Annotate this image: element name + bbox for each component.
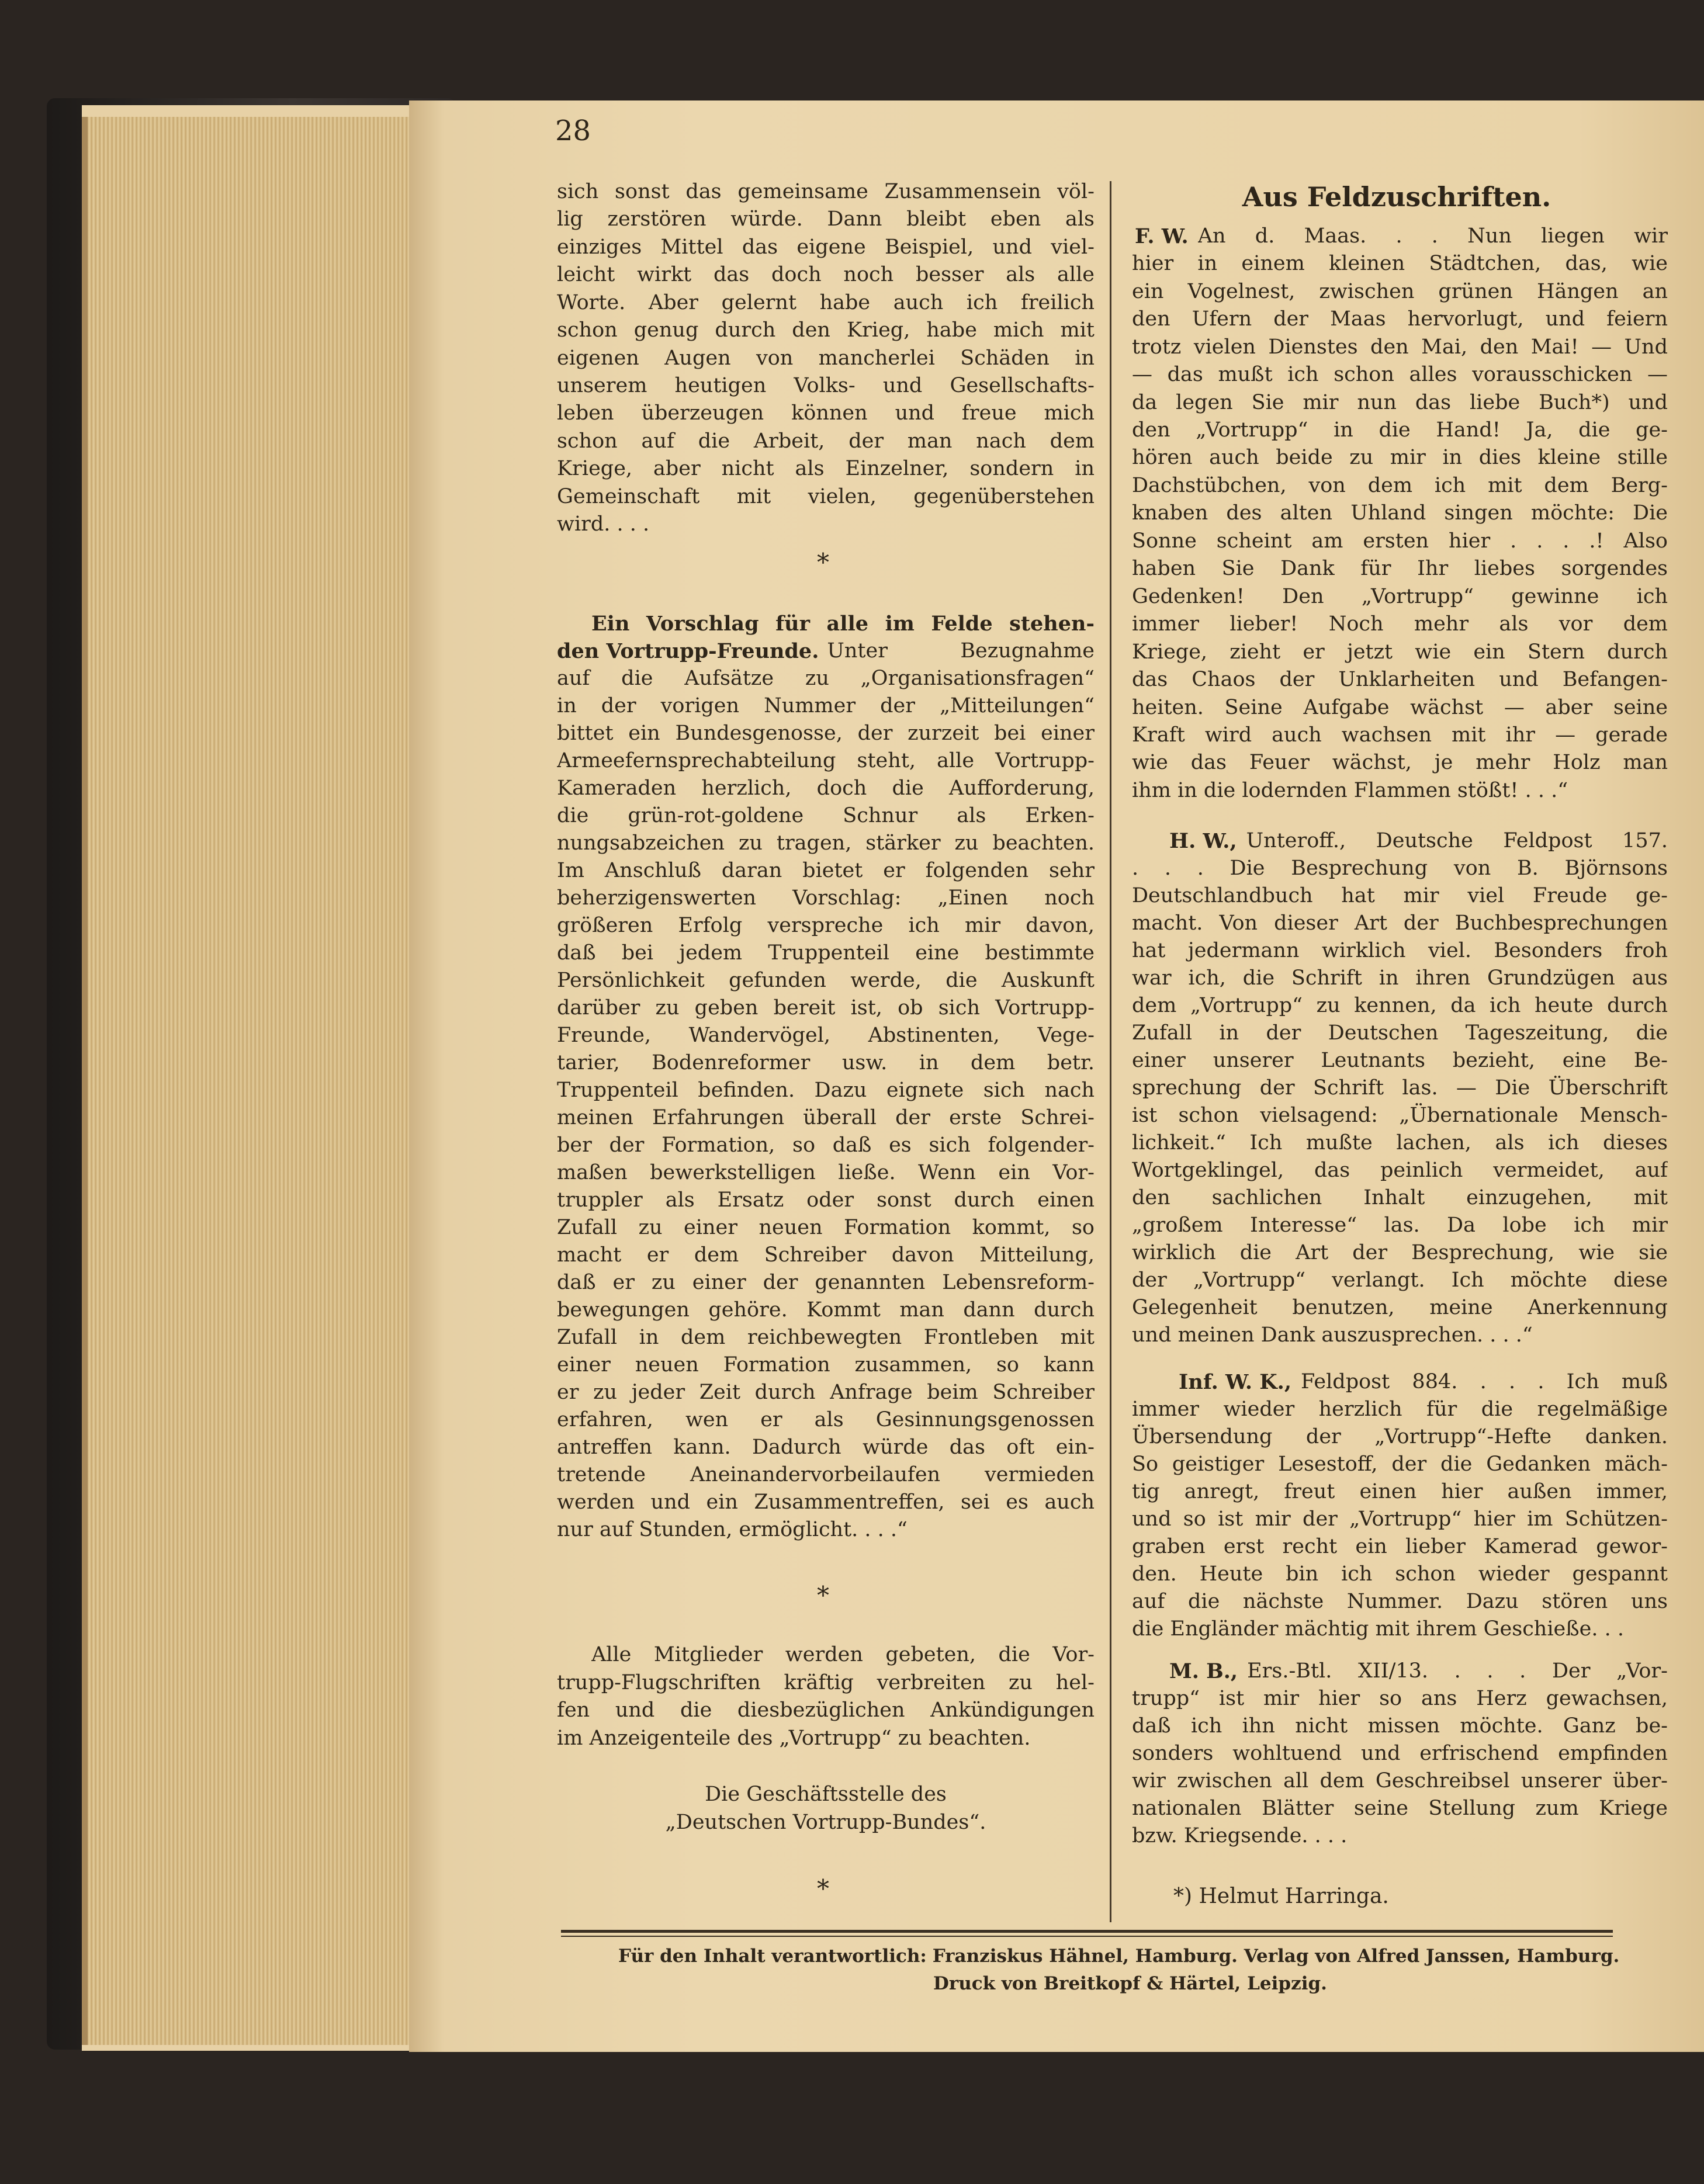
text-line: leben überzeugen können und freue mich — [557, 401, 1095, 425]
text-line: immer wieder herzlich für die regelmäßige — [1132, 1398, 1668, 1421]
page-number: 28 — [555, 115, 591, 147]
text-line: meinen Erfahrungen überall der erste Schrei- — [557, 1106, 1095, 1129]
text-line: nungsabzeichen zu tragen, stärker zu beachten. — [557, 831, 1095, 855]
text-line: leicht wirkt das doch noch besser als alle — [557, 263, 1095, 286]
text-line: trupp“ ist mir hier so ans Herz gewachsen, — [1132, 1687, 1668, 1710]
text-line: — das mußt ich schon alles vorausschicken — — [1132, 363, 1668, 386]
text-line: den Ufern der Maas hervorlugt, und feiern — [1132, 307, 1668, 331]
text-line: Deutschlandbuch hat mir viel Freude ge- — [1132, 884, 1668, 907]
text-line: werden und ein Zusammentreffen, sei es auch — [557, 1490, 1095, 1514]
text-line: So geistiger Lesestoff, der die Gedanken mäch- — [1132, 1452, 1668, 1476]
text-line: den. Heute bin ich schon wieder gespannt — [1132, 1562, 1668, 1586]
text-line: dem „Vortrupp“ zu kennen, da ich heute durch — [1132, 994, 1668, 1017]
text-line: haben Sie Dank für Ihr liebes sorgendes — [1132, 557, 1668, 580]
text-line: maßen bewerkstelligen ließe. Wenn ein Vor- — [557, 1161, 1095, 1184]
text-line: Truppenteil befinden. Dazu eignete sich nach — [557, 1079, 1095, 1102]
text-line: hören auch beide zu mir in dies kleine stille — [1132, 446, 1668, 469]
text-line: bittet ein Bundesgenosse, der zurzeit bei einer — [557, 722, 1095, 745]
text-line: immer lieber! Noch mehr als vor dem — [1132, 612, 1668, 636]
text-line: wie das Feuer wächst, je mehr Holz man — [1132, 751, 1668, 774]
page-edges — [82, 117, 415, 2045]
signature-line: Die Geschäftsstelle des — [705, 1783, 947, 1806]
letter-sender: M. B., — [1169, 1659, 1238, 1683]
text-line: macht er dem Schreiber davon Mitteilung, — [557, 1243, 1095, 1267]
section-separator: * — [817, 1874, 829, 1903]
text-line: wir zwischen all dem Geschreibsel unserer über- — [1132, 1769, 1668, 1793]
text-line: trotz vielen Dienstes den Mai, den Mai! — Und — [1132, 335, 1668, 359]
text-line: Kraft wird auch wachsen mit ihr — gerade — [1132, 723, 1668, 747]
text-line: . . . Die Besprechung von B. Björnsons — [1132, 857, 1668, 880]
text-line: größeren Erfolg verspreche ich mir davon, — [557, 914, 1095, 937]
text-line: sonders wohltuend und erfrischend empfinden — [1132, 1742, 1668, 1765]
text-line: sprechung der Schrift las. — Die Überschrift — [1132, 1076, 1668, 1100]
text-fragment: Ers.-Btl. XII/13. . . . Der „Vor- — [1247, 1659, 1668, 1683]
text-line: antreffen kann. Dadurch würde das oft ein- — [557, 1436, 1095, 1459]
text-fragment: An d. Maas. . . Nun liegen wir — [1197, 224, 1668, 248]
text-line: die grün-rot-goldene Schnur als Erken- — [557, 804, 1095, 827]
text-line: daß ich ihn nicht missen möchte. Ganz be- — [1132, 1714, 1668, 1738]
text-line: tig anregt, freut einen hier außen immer, — [1132, 1480, 1668, 1503]
text-line: auf die Aufsätze zu „Organisationsfragen“ — [557, 667, 1095, 690]
imprint-printer: Druck von Breitkopf & Härtel, Leipzig. — [933, 1973, 1327, 1994]
letter-sender: F. W. — [1135, 224, 1189, 248]
text-line: erfahren, wen er als Gesinnungsgenossen — [557, 1408, 1095, 1431]
text-line: Gedenken! Den „Vortrupp“ gewinne ich — [1132, 585, 1668, 608]
text-line — [557, 637, 1095, 665]
imprint-line — [618, 1946, 1619, 1967]
text-line: er zu jeder Zeit durch Anfrage beim Schreiber — [557, 1381, 1095, 1404]
text-line — [1169, 827, 1668, 855]
text-line: einer neuen Formation zusammen, so kann — [557, 1353, 1095, 1377]
footer-rule — [561, 1930, 1613, 1933]
text-line: lig zerstören würde. Dann bleibt eben als — [557, 207, 1095, 231]
text-line: nationalen Blätter seine Stellung zum Kriege — [1132, 1797, 1668, 1820]
text-fragment: Unteroff., Deutsche Feldpost 157. — [1246, 829, 1668, 852]
text-line: daß er zu einer der genannten Lebensreform- — [557, 1271, 1095, 1294]
text-line: tretende Aneinandervorbeilaufen vermieden — [557, 1463, 1095, 1486]
text-line: macht. Von dieser Art der Buchbesprechungen — [1132, 911, 1668, 935]
text-line: graben erst recht ein lieber Kamerad gewor- — [1132, 1535, 1668, 1558]
text-line: Worte. Aber gelernt habe auch ich freilich — [557, 291, 1095, 314]
text-line: die Engländer mächtig mit ihrem Geschieße. . . — [1132, 1617, 1624, 1641]
text-line: bewegungen gehöre. Kommt man dann durch — [557, 1298, 1095, 1322]
text-line: nur auf Stunden, ermöglicht. . . .“ — [557, 1518, 908, 1541]
text-line: Zufall in dem reichbewegten Frontleben mit — [557, 1326, 1095, 1349]
text-line: und meinen Dank auszusprechen. . . .“ — [1132, 1323, 1533, 1347]
text-line: „großem Interesse“ las. Da lobe ich mir — [1132, 1214, 1668, 1237]
text-line: hat jedermann wirklich viel. Besonders froh — [1132, 939, 1668, 962]
text-line: Im Anschluß daran bietet er folgenden sehr — [557, 859, 1095, 882]
text-line: Sonne scheint am ersten hier . . . .! Also — [1132, 529, 1668, 553]
text-line: das Chaos der Unklarheiten und Befangen- — [1132, 668, 1668, 691]
text-line: Gemeinschaft mit vielen, gegenüberstehen — [557, 485, 1095, 508]
text-line: einer unserer Leutnants bezieht, eine Be- — [1132, 1049, 1668, 1072]
text-line: Wortgeklingel, das peinlich vermeidet, auf — [1132, 1159, 1668, 1182]
text-line: trupp-Flugschriften kräftig verbreiten zu hel- — [557, 1671, 1095, 1694]
text-line: den sachlichen Inhalt einzugehen, mit — [1132, 1186, 1668, 1209]
text-line: schon auf die Arbeit, der man nach dem — [557, 429, 1095, 453]
text-line: in der vorigen Nummer der „Mitteilungen“ — [557, 694, 1095, 717]
text-line: war ich, die Schrift in ihren Grundzügen aus — [1132, 966, 1668, 990]
text-line: und so ist mir der „Vortrupp“ hier im Schützen- — [1132, 1507, 1668, 1531]
text-line: im Anzeigenteile des „Vortrupp“ zu beachten. — [557, 1727, 1031, 1750]
section-separator: * — [817, 548, 829, 577]
text-line: schon genug durch den Krieg, habe mich mit — [557, 318, 1095, 342]
text-line: daß bei jedem Truppenteil eine bestimmte — [557, 941, 1095, 965]
text-line: knaben des alten Uhland singen möchte: Die — [1132, 501, 1668, 525]
footnote: *) Helmut Harringa. — [1173, 1884, 1389, 1908]
text-line: auf die nächste Nummer. Dazu stören uns — [1132, 1590, 1668, 1613]
text-line: Freunde, Wandervögel, Abstinenten, Vege- — [557, 1024, 1095, 1047]
text-line: Persönlichkeit gefunden werde, die Auskunft — [557, 969, 1095, 992]
text-line: bzw. Kriegsende. . . . — [1132, 1824, 1348, 1847]
text-line: Armeefernsprechabteilung steht, alle Vortrupp- — [557, 749, 1095, 772]
text-line: der „Vortrupp“ verlangt. Ich möchte diese — [1132, 1268, 1668, 1292]
text-line: beherzigenswerten Vorschlag: „Einen noch — [557, 886, 1095, 910]
text-line: Kameraden herzlich, doch die Aufforderung, — [557, 776, 1095, 800]
text-line: ihm in die lodernden Flammen stößt! . . .“ — [1132, 779, 1568, 802]
text-line: Übersendung der „Vortrupp“-Hefte danken. — [1132, 1425, 1668, 1448]
text-line: lichkeit.“ Ich mußte lachen, als ich dieses — [1132, 1131, 1668, 1155]
text-line: Kriege, aber nicht als Einzelner, sondern in — [557, 457, 1095, 480]
text-line: eigenen Augen von mancherlei Schäden in — [557, 346, 1095, 370]
text-line: da legen Sie mir nun das liebe Buch*) und — [1132, 391, 1668, 414]
text-line: Gelegenheit benutzen, meine Anerkennung — [1132, 1296, 1668, 1319]
text-line: ein Vogelnest, zwischen grünen Hängen an — [1132, 280, 1668, 303]
signature-line: „Deutschen Vortrupp-Bundes“. — [665, 1811, 986, 1834]
proposal-title: Ein Vorschlag für alle im Felde stehen- — [591, 612, 1095, 636]
column-heading: Aus Feldzuschriften. — [1242, 181, 1551, 213]
text-line: Zufall in der Deutschen Tageszeitung, die — [1132, 1021, 1668, 1045]
text-line: heiten. Seine Aufgabe wächst — aber seine — [1132, 696, 1668, 719]
text-fragment: Feldpost 884. . . . Ich muß — [1301, 1370, 1668, 1393]
imprint-publisher: Franziskus Hähnel, Hamburg. Verlag von Alfred Janssen, Hamburg. — [932, 1946, 1620, 1967]
text-line — [1169, 1658, 1668, 1686]
text-line: unserem heutigen Volks- und Gesellschafts- — [557, 374, 1095, 397]
text-line: darüber zu geben bereit ist, ob sich Vortrupp- — [557, 996, 1095, 1020]
text-line: sich sonst das gemeinsame Zusammensein völ- — [557, 180, 1095, 203]
text-fragment: Unter Bezugnahme — [827, 639, 1095, 663]
section-separator: * — [817, 1581, 829, 1610]
text-line — [1179, 1368, 1668, 1396]
text-line: hier in einem kleinen Städtchen, das, wie — [1132, 252, 1668, 275]
text-line: tarier, Bodenreformer usw. in dem betr. — [557, 1051, 1095, 1074]
text-line: Alle Mitglieder werden gebeten, die Vor- — [591, 1643, 1095, 1666]
text-line: wirklich die Art der Besprechung, wie sie — [1132, 1241, 1668, 1264]
text-line: fen und die diesbezüglichen Ankündigungen — [557, 1698, 1095, 1722]
text-line: den „Vortrupp“ in die Hand! Ja, die ge- — [1132, 418, 1668, 442]
text-line: ber der Formation, so daß es sich folgender- — [557, 1133, 1095, 1157]
proposal-title-cont: den Vortrupp-Freunde. — [557, 639, 819, 663]
text-line — [1135, 223, 1668, 251]
text-line: ist schon vielsagend: „Übernationale Mensch- — [1132, 1104, 1668, 1127]
imprint-label: Für den Inhalt verantwortlich: — [618, 1946, 927, 1967]
column-divider — [1110, 181, 1111, 1922]
text-line: Zufall zu einer neuen Formation kommt, so — [557, 1216, 1095, 1239]
letter-sender: H. W., — [1169, 829, 1237, 853]
text-line: truppler als Ersatz oder sonst durch einen — [557, 1188, 1095, 1212]
text-line: Kriege, zieht er jetzt wie ein Stern durch — [1132, 640, 1668, 664]
text-line: wird. . . . — [557, 512, 650, 536]
footer-rule — [561, 1936, 1613, 1937]
text-line: einziges Mittel das eigene Beispiel, und viel- — [557, 235, 1095, 259]
text-line: Dachstübchen, von dem ich mit dem Berg- — [1132, 474, 1668, 497]
letter-sender: Inf. W. K., — [1179, 1370, 1292, 1394]
